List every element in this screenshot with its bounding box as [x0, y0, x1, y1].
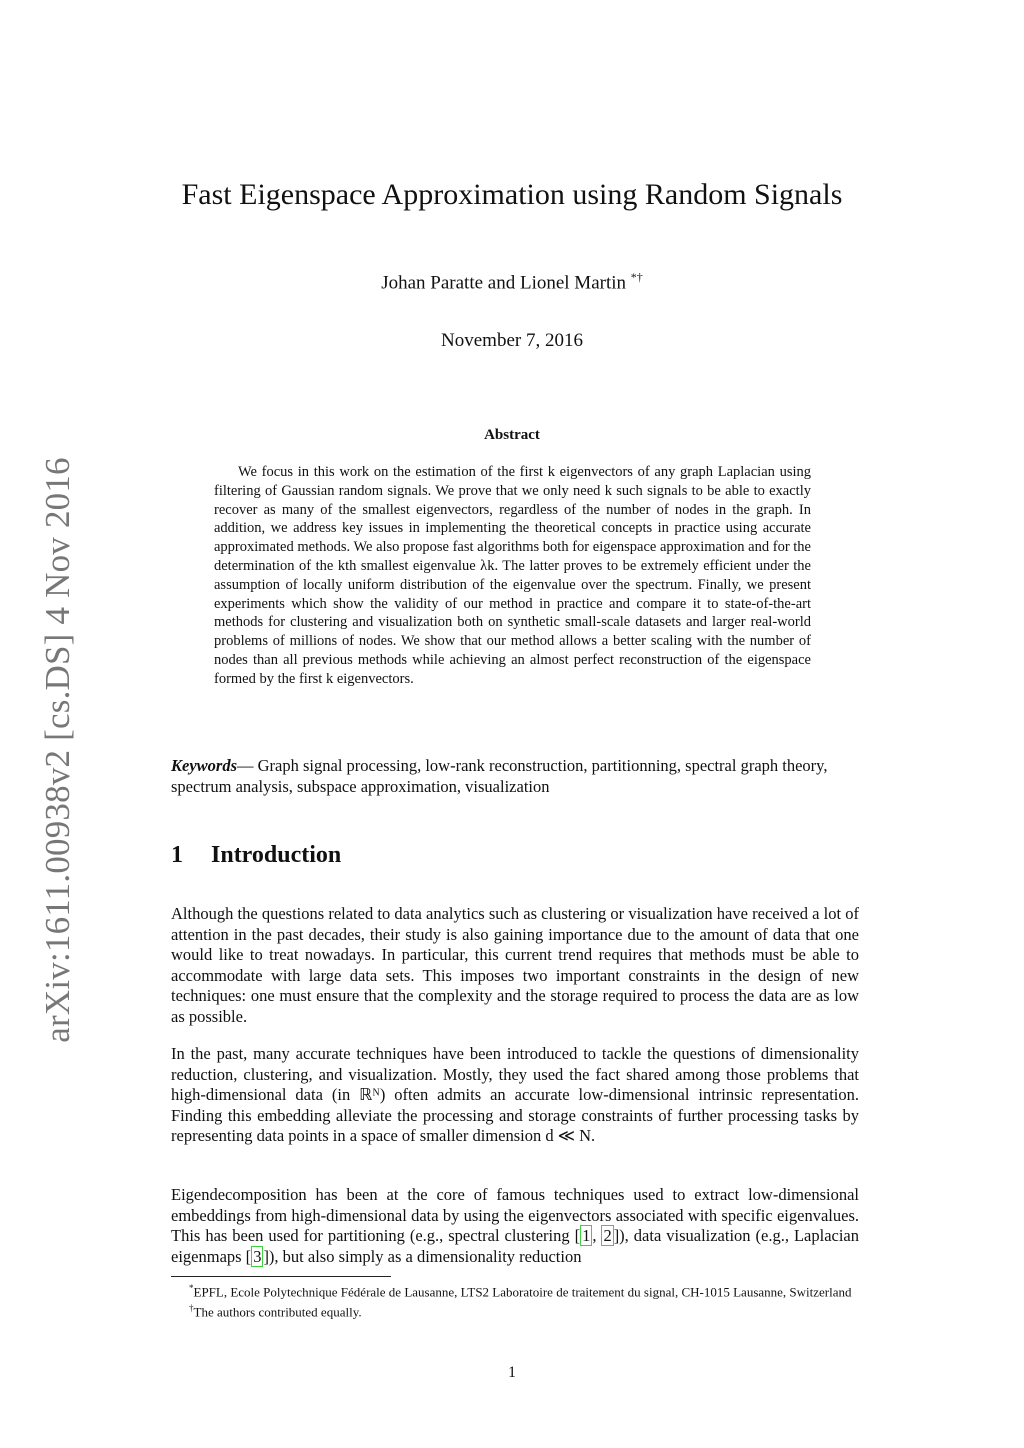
footnotes — [171, 1280, 859, 1321]
paragraph-3-text-c: ]), data visualization (e.g., Laplacian eigenmaps [ — [171, 1226, 859, 1266]
citation-link-2[interactable]: 2 — [603, 1226, 612, 1245]
abstract-heading: Abstract — [484, 427, 540, 443]
paper-title: Fast Eigenspace Approximation using Random Signals — [181, 178, 843, 211]
section-title: Introduction — [211, 842, 342, 868]
citation-link-1[interactable]: 1 — [582, 1226, 591, 1245]
abstract-body: We focus in this work on the estimation of the first k eigenvectors of any graph Laplacian using filtering of Gaussian random signals. We prove that we only need k such signals to be able to exactly recover as many of the smallest eigenvectors, regardless of the number of nodes in the graph. In addition, we address key issues in implementing the theoretical concepts in practice using accurate approximated methods. We also propose fast algorithms both for eigenspace approximation and for the determination of the kth smallest eigenvalue λk. The latter proves to be extremely efficient under the assumption of locally uniform distribution of the eigenvalue over the spectrum. Finally, we present experiments which show the validity of our method in practice and compare it to state-of-the-art methods for clustering and visualization both on synthetic small-scale datasets and larger real-world problems of millions of nodes. We show that our method allows a better scaling with the number of nodes than all previous methods while achieving an almost perfect reconstruction of the eigenspace formed by the first k eigenvectors. — [214, 464, 811, 687]
paragraph-1: Although the questions related to data analytics such as clustering or visualization have received a lot of attention in the past decades, their study is also gaining importance due to the amount of data that one would like to treat nowadays. In particular, this current trend requires that methods must be able to accommodate with large data sets. This imposes two important constraints in the design of new techniques: one must ensure that the complexity and the storage required to process the data are as low as possible. — [171, 904, 859, 1026]
footnote-equal-contribution — [171, 1300, 859, 1320]
footnote-equal-text: The authors contributed equally. — [193, 1304, 362, 1320]
author-footnote-marks: *† — [630, 270, 643, 284]
keywords-label: Keywords — [171, 756, 237, 775]
paragraph-3-text-b: , — [592, 1226, 602, 1245]
publication-date: November 7, 2016 — [441, 330, 583, 351]
paragraph-3 — [171, 1185, 859, 1267]
footnote-affiliation-text: EPFL, Ecole Polytechnique Fédérale de Lausanne, LTS2 Laboratoire de traitement du signal, CH-1015 Lausanne, Switzerland — [193, 1284, 852, 1300]
footnote-mark-2: † — [189, 1303, 194, 1314]
citation-link-3[interactable]: 3 — [253, 1246, 262, 1266]
footnote-affiliation — [171, 1280, 859, 1300]
keywords-block — [171, 756, 859, 797]
arxiv-sidebar-stamp — [8, 450, 108, 1050]
footnote-mark-1: * — [189, 1283, 194, 1293]
author-names: Johan Paratte and Lionel Martin — [381, 272, 627, 294]
arxiv-identifier: arXiv:1611.00938v2 [cs.DS] 4 Nov 2016 — [38, 457, 77, 1043]
section-heading-introduction — [171, 842, 341, 869]
paragraph-2: In the past, many accurate techniques have been introduced to tackle the questions of dimensionality reduction, clustering, and visualization. Mostly, they used the fact shared among those problems that high-dimensional data (in ℝᴺ) often admits an accurate low-dimensional intrinsic representation. Finding this embedding alleviate the processing and storage constraints of further processing tasks by representing data points in a space of smaller dimension d ≪ N. — [171, 1044, 859, 1145]
page-number: 1 — [508, 1364, 516, 1381]
paragraph-3-text-a: Eigendecomposition has been at the core of famous techniques used to extract low-dimensional embeddings from high-dimensional data by using the eigenvectors associated with specific eigenvalues. This has been used for partitioning (e.g., spectral clustering [ — [171, 1185, 859, 1245]
keywords-dash: — — [237, 756, 254, 775]
section-number: 1 — [171, 842, 183, 868]
keywords-text: Graph signal processing, low-rank reconstruction, partitionning, spectral graph theory, spectrum analysis, subspace approximation, visualization — [171, 756, 828, 796]
footnote-divider — [171, 1276, 391, 1277]
author-line — [0, 270, 1024, 294]
paragraph-3-text-d: ]), but also simply as a dimensionality reduction — [263, 1246, 582, 1266]
